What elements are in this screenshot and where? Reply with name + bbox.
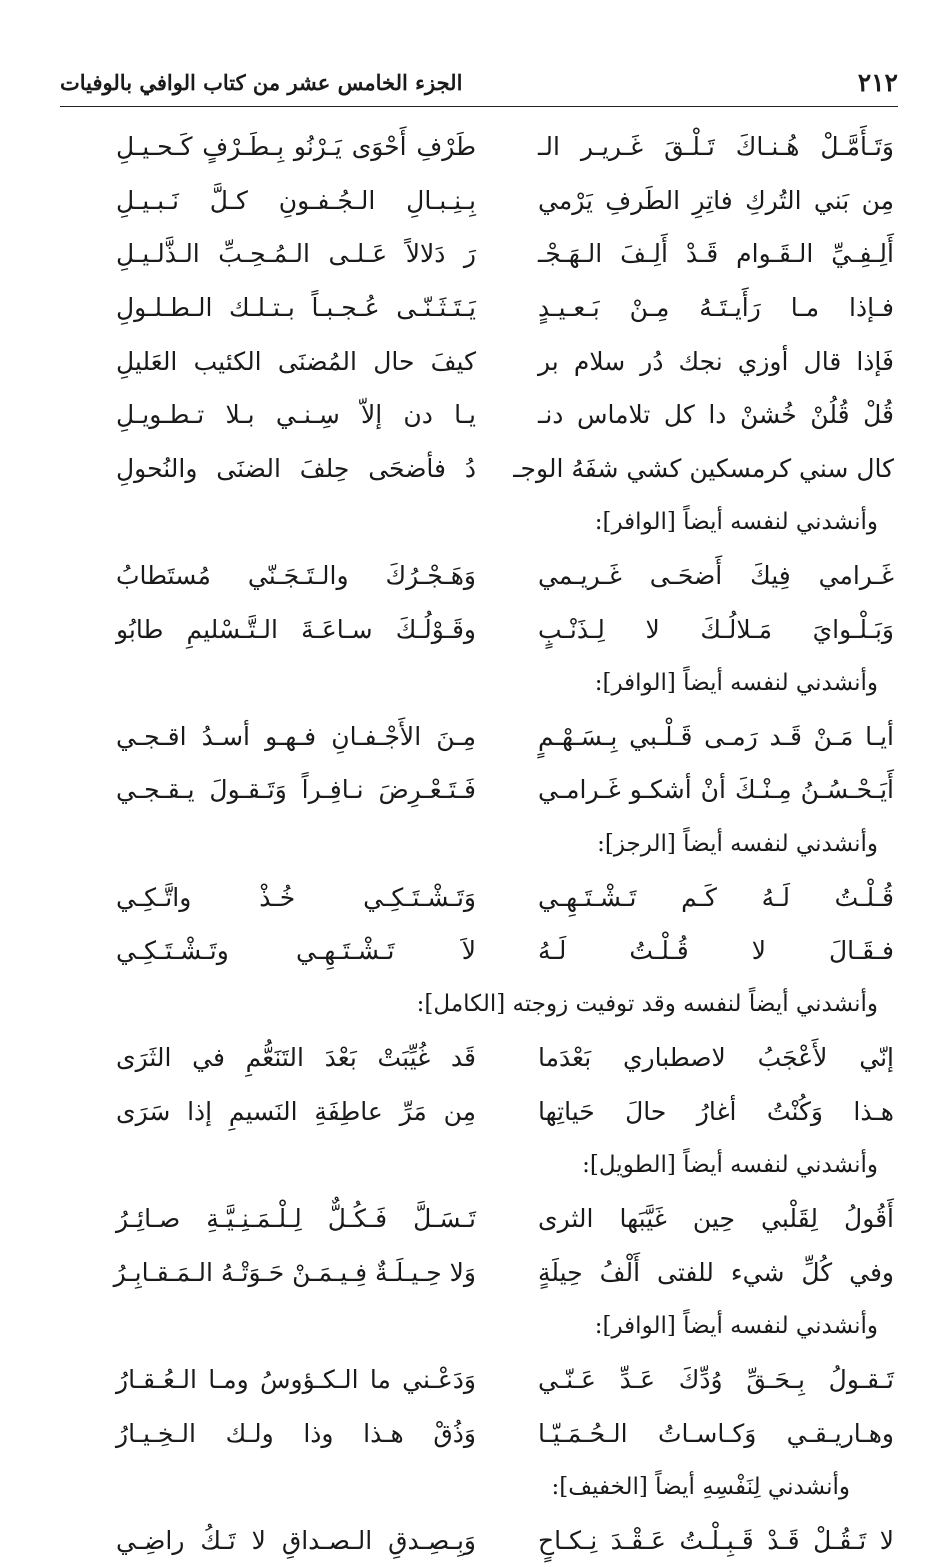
verse-line <box>60 120 898 174</box>
verse-line <box>60 1406 898 1460</box>
verse-second-hemistich: كيفَ حال المُضنَى الكئيب العَليلِ <box>116 346 476 376</box>
verse-line <box>60 1031 898 1085</box>
verse-second-hemistich: قَد غُيِّبَتْ بَعْدَ التَنَعُّمِ في الثَرَى <box>116 1043 476 1073</box>
poem-body <box>60 120 898 1567</box>
verse-first-hemistich: فـإذا مـا رَأَيـتَـهُ مِـنْ بَـعـيـدٍ <box>538 293 894 323</box>
verse-first-hemistich: أَلِـفِـيِّ الـقَـوام قَـدْ أَلِـفَ الـهَـجْـ <box>538 239 894 269</box>
verse-line <box>60 1192 898 1246</box>
verse-first-hemistich: غَـرامي فِيكَ أَضحَـى غَـريـمي <box>538 561 894 591</box>
verse-first-hemistich: كال سني كرمسكين كشي شفَهُ الوجـ <box>513 453 894 483</box>
verse-line <box>60 1353 898 1407</box>
verse-second-hemistich: مِـنَ الأَجْـفـانِ فـهـو أسـدُ اقـجـي <box>116 721 476 751</box>
poem-intro-line: وأنشدني لنفسه أيضاً [الوافر]: <box>594 669 878 696</box>
verse-second-hemistich: مِن مَرِّ عاطِفَةِ النَسيمِ إذا سَرَى <box>116 1096 476 1126</box>
verse-second-hemistich: لاَ تَـشْـتَـهِـي وتَـشْـتَـكِـي <box>116 936 476 966</box>
verse-first-hemistich: أَقُولُ لِقَلْبي حِين غَيَّبَها الثرى <box>538 1204 894 1234</box>
verse-second-hemistich: يـا دن إلاّ سِـنـي بـلا تـطـويـلِ <box>116 400 476 430</box>
verse-first-hemistich: إنّي لأَعْجَبُ لاصطباري بَعْدَما <box>538 1043 894 1073</box>
verse-line <box>60 174 898 228</box>
verse-second-hemistich: فَـتَـعْـرِضَ نـافِـراً وَتَـقـولَ يـقـجـي <box>116 775 476 805</box>
verse-line <box>60 549 898 603</box>
verse-second-hemistich: دُ فأضحَى حِلفَ الضنَى والنُحولِ <box>116 453 476 483</box>
verse-line <box>60 710 898 764</box>
verse-first-hemistich: أَيَـحْـسُـنُ مِـنْـكَ أنْ أشكـو غَـرامـي <box>538 775 894 805</box>
verse-line <box>60 388 898 442</box>
verse-second-hemistich: وقَـوْلُـكَ سـاعَـةَ الـتَّـسْليمِ طابُو <box>116 614 476 644</box>
verse-first-hemistich: وفي كُلِّ شيء للفتى أَلْفُ حِيلَةٍ <box>538 1257 894 1287</box>
running-title: الجزء الخامس عشر من كتاب الوافي بالوفيات <box>60 69 463 95</box>
verse-line <box>60 870 898 924</box>
page-number: ٢١٢ <box>857 67 898 97</box>
verse-line <box>60 1245 898 1299</box>
verse-first-hemistich: مِن بَني التُركِ فاتِرِ الطَرفِ يَرْمي <box>538 185 894 215</box>
verse-second-hemistich: وَدَعْـني ما الـكـؤوسُ ومـا الـعُـقـارُ <box>116 1364 476 1394</box>
verse-first-hemistich: فَإذا قال أوزي نجك دُر سلام بر <box>538 346 894 376</box>
verse-line <box>60 763 898 817</box>
verse-first-hemistich: قُلْ قُلُنْ خُشنْ دا كل تلاماس دنـ <box>538 400 894 430</box>
poem-intro-line: وأنشدني لنفسه أيضاً [الرجز]: <box>597 830 878 857</box>
verse-second-hemistich: بِـنِـبـالِ الـجُـفـونِ كـلَّ نَـبـيـلِ <box>116 185 476 215</box>
poem-intro-line: وأنشدني أيضاً لنفسه وقد توفيت زوجته [الكامل]: <box>416 991 878 1018</box>
poem-intro-line: وأنشدني لنفسه أيضاً [الوافر]: <box>594 1312 878 1339</box>
verse-line <box>60 602 898 656</box>
verse-second-hemistich: رَ دَلالاً عَـلـى الـمُـحِـبِّ الـذَّلـيـلِ <box>116 239 476 269</box>
verse-line <box>60 281 898 335</box>
page-header <box>60 62 898 102</box>
verse-line <box>60 1513 898 1567</box>
verse-line <box>60 334 898 388</box>
verse-first-hemistich: قُـلْـتُ لَـهُ كَـم تَـشْـتَـهِـي <box>538 882 894 912</box>
verse-first-hemistich: وهـاريـقـي وَكـاسـاتُ الـحُـمَـيّـا <box>538 1418 894 1448</box>
verse-first-hemistich: هـذا وَكُنْتُ أغارُ حالَ حَياتِها <box>538 1096 894 1126</box>
header-rule <box>60 106 898 107</box>
verse-line <box>60 442 898 496</box>
verse-line <box>60 227 898 281</box>
verse-line <box>60 924 898 978</box>
verse-second-hemistich: وَبِـصِـدقِ الـصـداقِ لا تَـكُ راضِـي <box>116 1525 476 1555</box>
verse-second-hemistich: وَذُقْ هـذا وذا ولـك الـخِـيـارُ <box>116 1418 476 1448</box>
verse-first-hemistich: لا تَـقُـلْ قَـدْ قَـبِـلْـتُ عَـقْـدَ نِـكـاحٍ <box>538 1525 894 1555</box>
verse-second-hemistich: طَرْفِ أَحْوَى يَـرْنُو بِـطَـرْفٍ كَـحـيـلِ <box>116 132 476 162</box>
verse-first-hemistich: أيـا مَـنْ قَـد رَمـى قَـلْـبي بِـسَـهْـمٍ <box>538 721 894 751</box>
poem-intro-line: وأنشدني لنفسه أيضاً [الطويل]: <box>582 1152 878 1179</box>
verse-first-hemistich: فـقَـالَ لا قُـلْـتُ لَـهُ <box>538 936 894 966</box>
poem-intro-line: وأنشدني لِنَفْسِهِ أيضاً [الخفيف]: <box>551 1473 850 1500</box>
verse-second-hemistich: تَـسَـلَّ فَـكُـلٌّ لِـلْـمَـنِـيَّـةِ صـائِـرُ <box>116 1204 476 1234</box>
verse-second-hemistich: وَهَـجْـرُكَ والـتَـجَـنّي مُستَطابُ <box>116 561 476 591</box>
poem-intro-line: وأنشدني لنفسه أيضاً [الوافر]: <box>594 508 878 535</box>
verse-second-hemistich: يَـتَـثَـنّـى عُـجـبـاً بـتـلـك الـطـلـولِ <box>116 293 476 323</box>
verse-second-hemistich: وَتَـشْـتَـكِـي خُـذْ واتَّـكِـي <box>116 882 476 912</box>
verse-first-hemistich: تَـقـولُ بِـحَـقِّ وُدِّكَ عَـدِّ عَـنّـي <box>538 1364 894 1394</box>
verse-first-hemistich: وَبَـلْـوايَ مَـلالُـكَ لا لِـذَنْـبٍ <box>538 614 894 644</box>
verse-second-hemistich: وَلا حِـيـلَـةٌ فِـيـمَـنْ حَـوَتْـهُ الـمَـقـابِـرُ <box>113 1257 476 1287</box>
verse-first-hemistich: وَتَـأَمَّـلْ هُـنـاكَ تَـلْـقَ غَـريـر الـ <box>538 132 894 162</box>
verse-line <box>60 1085 898 1139</box>
